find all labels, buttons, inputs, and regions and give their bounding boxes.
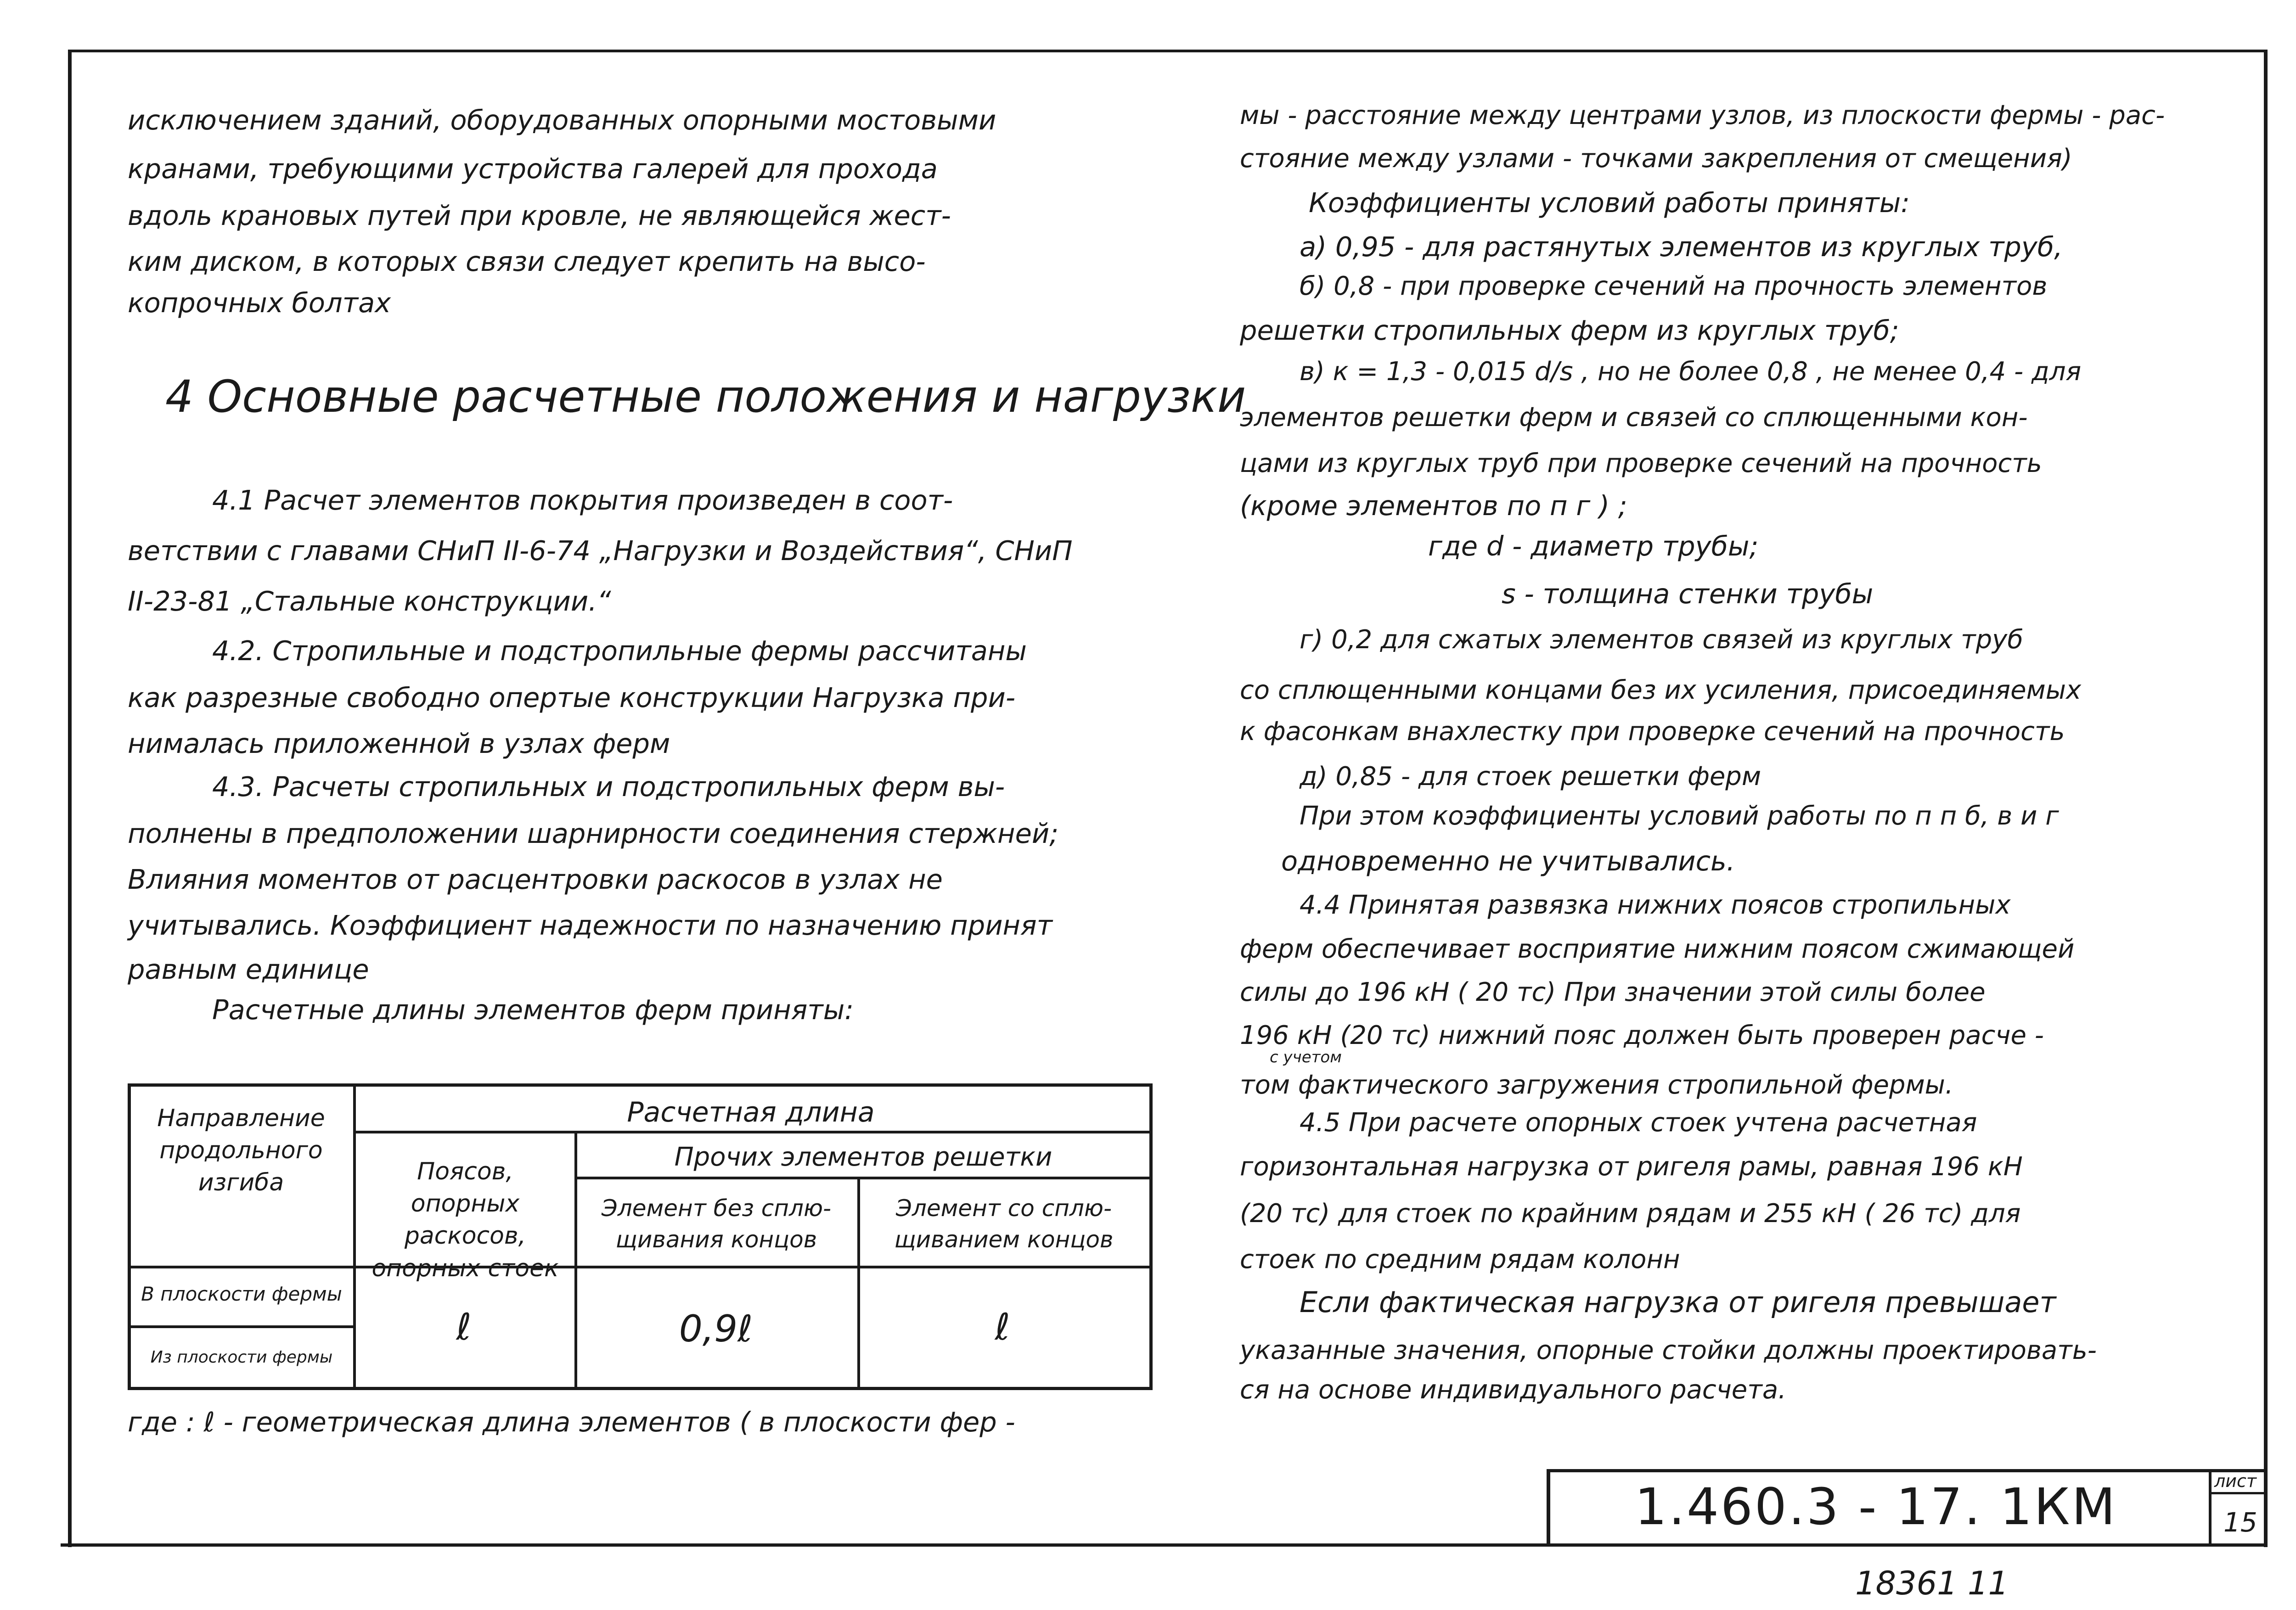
right-line: (кроме элементов по п г ) ; [1240,490,1627,522]
row-label-out-of-plane: Из плоскости фермы [150,1348,333,1367]
left-line: исключением зданий, оборудованных опорными мостовыми [128,104,996,136]
right-line: (20 тс) для стоек по крайним рядам и 255 кН ( 26 тс) для [1240,1199,2021,1229]
left-line: кранами, требующими устройства галерей для прохода [128,153,938,185]
right-line: Если фактическая нагрузка от ригеля превышает [1300,1285,2056,1319]
right-line: г) 0,2 для сжатых элементов связей из круглых труб [1300,625,2023,655]
right-line: ся на основе индивидуального расчета. [1240,1375,1786,1405]
col-header-chords: Поясов, опорных раскосов, опорных стоек [371,1158,559,1282]
right-line: указанные значения, опорные стойки должны проектировать- [1240,1335,2097,1365]
left-line: равным единице [128,954,369,985]
effective-length-table [128,1083,1153,1390]
left-line: 4.2. Стропильные и подстропильные фермы рассчитаны [212,635,1027,667]
right-line: s - толщина стенки трубы [1502,578,1874,610]
left-line: нималась приложенной в узлах ферм [128,728,670,759]
right-line: том фактического загружения стропильной фермы. [1240,1070,1953,1100]
document-code: 1.460.3 - 17. 1КМ [1635,1477,2117,1536]
group-header-effective-length: Расчетная длина [627,1096,875,1128]
col-header-direction: Направление продольного изгиба [157,1105,325,1197]
right-line: одновременно не учитывались. [1281,845,1735,877]
right-line: При этом коэффициенты условий работы по п п б, в и г [1300,801,2059,831]
subgroup-header-web: Прочих элементов решетки [674,1142,1052,1172]
table-divider [574,1177,1150,1179]
left-line: ветствии с главами СНиП II-6-74 „Нагрузки и Воздействия“, СНиП [128,535,1073,567]
footnote-line: где : ℓ - геометрическая длина элементов ( в плоскости фер - [128,1406,1015,1438]
insert-note: с учетом [1270,1048,1342,1066]
right-line: силы до 196 кН ( 20 тс) При значении этой силы более [1240,977,1986,1007]
left-line: 4.3. Расчеты стропильных и подстропильных ферм вы- [212,771,1005,802]
left-line: Расчетные длины элементов ферм приняты: [212,994,854,1026]
right-line: д) 0,85 - для стоек решетки ферм [1300,762,1761,791]
right-line: ферм обеспечивает восприятие нижним поясом сжимающей [1240,934,2075,964]
left-line: II-23-81 „Стальные конструкции.“ [128,585,611,617]
right-line: б) 0,8 - при проверке сечений на прочность элементов [1300,271,2048,301]
right-line: 4.4 Принятая развязка нижних поясов стропильных [1300,890,2011,920]
section-heading: 4 Основные расчетные положения и нагрузки [165,371,1246,422]
left-line: полнены в предположении шарнирности соединения стержней; [128,818,1059,849]
left-line: как разрезные свободно опертые конструкции Нагрузка при- [128,682,1016,713]
right-line: а) 0,95 - для растянутых элементов из круглых труб, [1300,231,2063,263]
right-line: где d - диаметр трубы; [1428,530,1759,562]
value-chords: ℓ [456,1306,472,1348]
col-header-flattening: Элемент со сплю- щиванием концов [894,1195,1114,1253]
right-line: стоек по средним рядам колонн [1240,1245,1680,1274]
right-line: в) к = 1,3 - 0,015 d/s , но не более 0,8 , не менее 0,4 - для [1300,357,2082,387]
right-line: мы - расстояние между центрами узлов, из плоскости фермы - рас- [1240,101,2165,130]
right-line: 4.5 При расчете опорных стоек учтена расчетная [1300,1108,1977,1138]
right-line: Коэффициенты условий работы приняты: [1309,187,1910,219]
row-label-in-plane: В плоскости фермы [141,1283,342,1305]
col-header-no-flattening: Элемент без сплю- щивания концов [601,1195,832,1253]
right-line: к фасонкам внахлестку при проверке сечений на прочность [1240,717,2065,746]
right-line: 196 кН (20 тс) нижний пояс должен быть проверен расче - [1240,1021,2044,1050]
left-line: Влияния моментов от расцентровки раскосов в узлах не [128,864,943,895]
left-line: копрочных болтах [128,287,391,319]
right-line: элементов решетки ферм и связей со сплющенными кон- [1240,403,2028,432]
right-line: со сплющенными концами без их усиления, присоединяемых [1240,675,2082,705]
right-line: цами из круглых труб при проверке сечений на прочность [1240,449,2042,478]
left-line: вдоль крановых путей при кровле, не являющейся жест- [128,200,951,231]
table-divider [131,1266,1150,1268]
left-line: 4.1 Расчет элементов покрытия произведен в соот- [212,484,953,516]
left-line: учитывались. Коэффициент надежности по назначению принят [128,909,1052,941]
sheet-label: лист [2214,1471,2257,1491]
table-divider [857,1177,860,1387]
right-line: горизонтальная нагрузка от ригеля рамы, равная 196 кН [1240,1152,2023,1182]
value-flattening: ℓ [995,1306,1010,1348]
table-divider [131,1325,353,1328]
right-line: стояние между узлами - точками закрепления от смещения) [1240,144,2072,174]
left-line: ким диском, в которых связи следует крепить на высо- [128,246,926,277]
sheet-number: 15 [2223,1507,2257,1538]
right-line: решетки стропильных ферм из круглых труб; [1240,314,1899,346]
sheet-box-divider [2209,1492,2268,1494]
inventory-number: 18361 11 [1855,1565,2009,1602]
value-no-flattening: 0,9ℓ [679,1307,753,1350]
